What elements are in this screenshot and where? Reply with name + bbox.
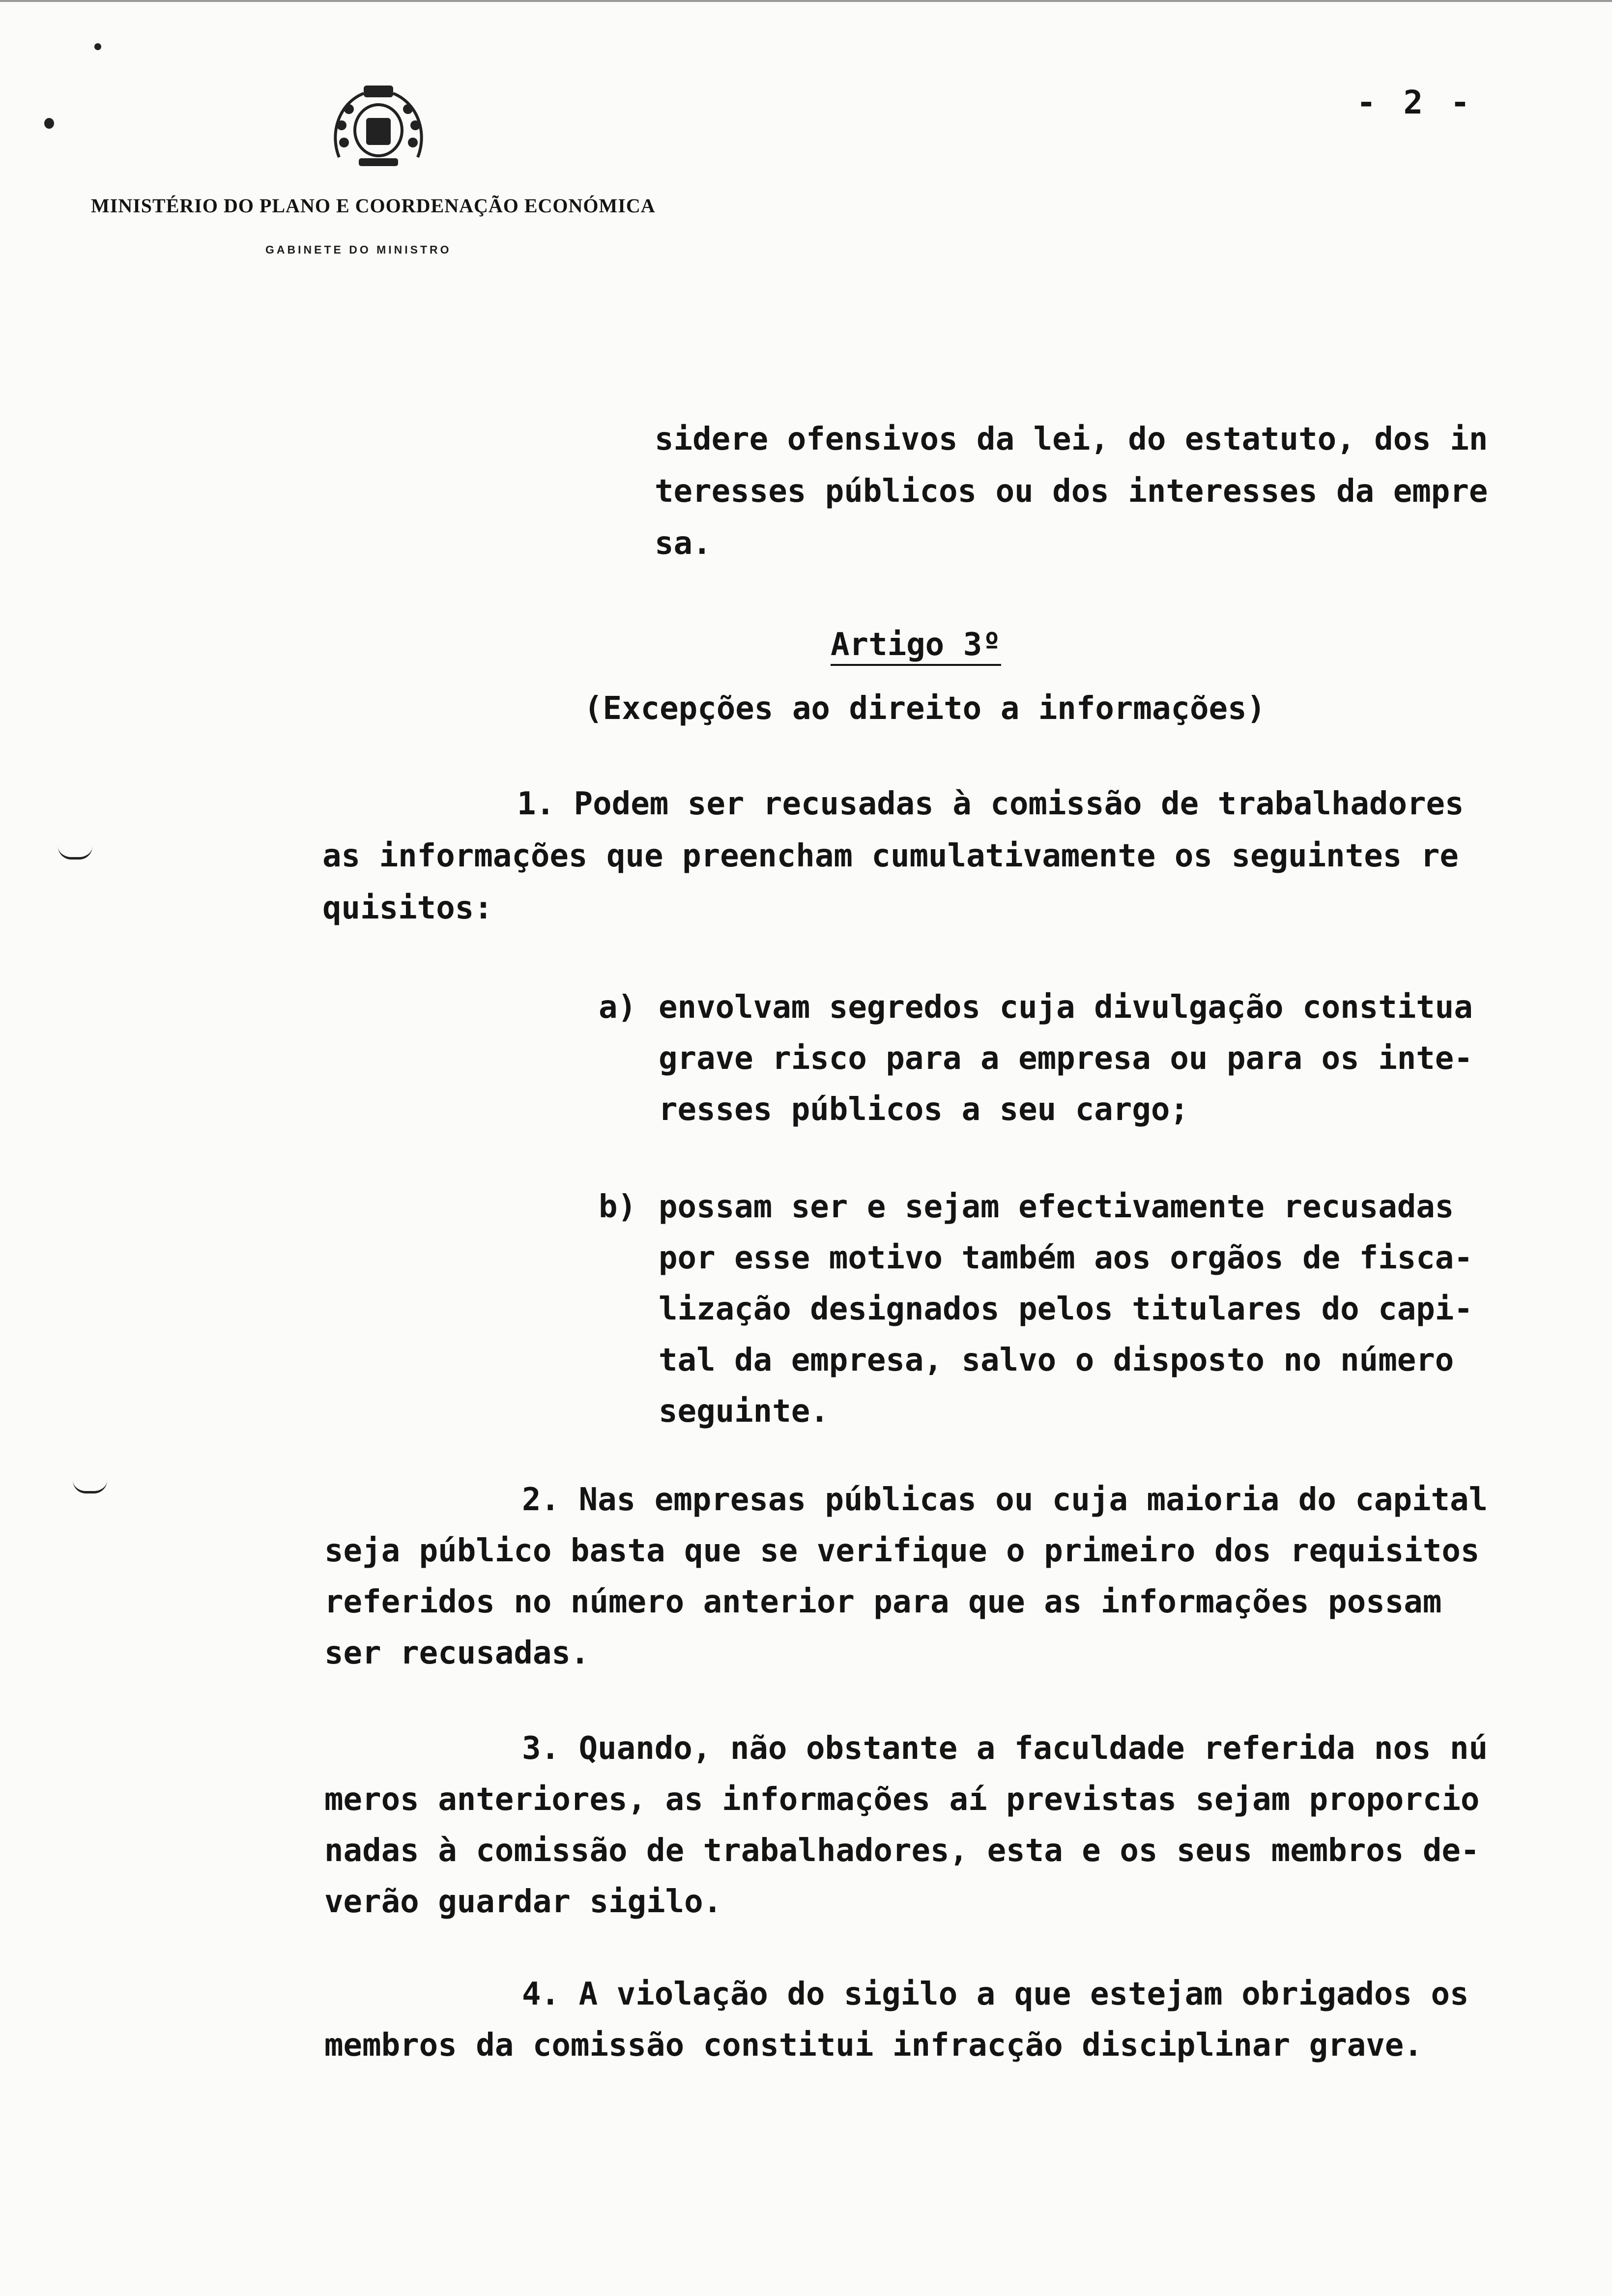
paragraph-3-line-4: verão guardar sigilo.	[324, 1884, 722, 1920]
paragraph-3-line-1: 3. Quando, não obstante a faculdade referida nos nú	[522, 1730, 1488, 1767]
paragraph-4-line-2: membros da comissão constitui infracção disciplinar grave.	[324, 2027, 1423, 2064]
paragraph-3-line-3: nadas à comissão de trabalhadores, esta e os seus membros de-	[324, 1833, 1480, 1869]
item-b-line-1: possam ser e sejam efectivamente recusadas	[659, 1189, 1454, 1225]
scan-speck	[94, 43, 101, 50]
top-border	[0, 0, 1612, 2]
item-b-line-4: tal da empresa, salvo o disposto no número	[659, 1342, 1454, 1378]
paragraph-2-line-2: seja público basta que se verifique o primeiro dos requisitos	[324, 1533, 1480, 1569]
item-a-line-3: resses públicos a seu cargo;	[659, 1091, 1189, 1128]
continuation-line-2: teresses públicos ou dos interesses da empre	[655, 473, 1488, 510]
paragraph-1-line-2: as informações que preencham cumulativamente os seguintes re	[322, 838, 1459, 874]
margin-mark	[73, 1480, 107, 1493]
paragraph-1-line-1: 1. Podem ser recusadas à comissão de trabalhadores	[517, 786, 1464, 822]
paragraph-2-line-3: referidos no número anterior para que as informações possam	[324, 1584, 1442, 1620]
cabinet-name: GABINETE DO MINISTRO	[265, 243, 452, 256]
item-a-line-1: envolvam segredos cuja divulgação constitua	[659, 989, 1473, 1026]
paragraph-4-line-1: 4. A violação do sigilo a que estejam obrigados os	[522, 1976, 1469, 2012]
item-b-line-5: seguinte.	[659, 1393, 829, 1430]
item-b-line-3: lização designados pelos titulares do capi-	[659, 1291, 1473, 1327]
coat-of-arms-emblem	[329, 84, 428, 172]
continuation-line-1: sidere ofensivos da lei, do estatuto, dos in	[655, 421, 1488, 458]
punch-mark	[44, 118, 54, 129]
item-b-label: b)	[599, 1189, 637, 1225]
article-subtitle: (Excepções ao direito a informações)	[584, 690, 1266, 727]
article-title: Artigo 3º	[831, 627, 1001, 666]
margin-mark	[58, 846, 92, 860]
paragraph-3-line-2: meros anteriores, as informações aí previstas sejam proporcio	[324, 1781, 1480, 1818]
paragraph-2-line-1: 2. Nas empresas públicas ou cuja maioria do capital	[522, 1482, 1488, 1518]
item-a-label: a)	[599, 989, 637, 1026]
item-b-line-2: por esse motivo também aos orgãos de fisca-	[659, 1240, 1473, 1276]
ministry-name: MINISTÉRIO DO PLANO E COORDENAÇÃO ECONÓMICA	[91, 195, 656, 217]
paragraph-1-line-3: quisitos:	[322, 890, 493, 926]
paragraph-2-line-4: ser recusadas.	[324, 1635, 590, 1671]
continuation-line-3: sa.	[655, 525, 712, 562]
item-a-line-2: grave risco para a empresa ou para os inte-	[659, 1040, 1473, 1077]
page-number: - 2 -	[1356, 84, 1474, 121]
